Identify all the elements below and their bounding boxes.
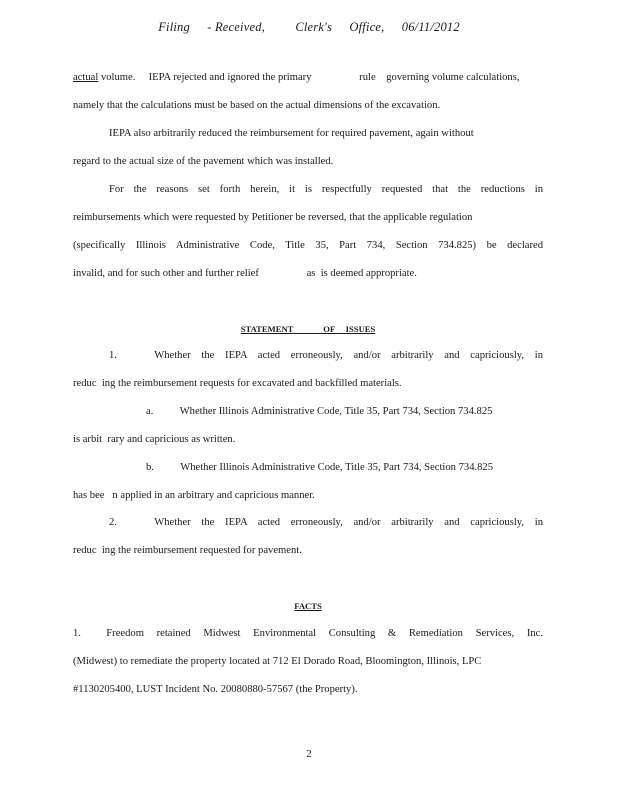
header-filing: Filing (158, 20, 190, 34)
statement-of-issues-heading: STATEMENT OF ISSUES (240, 324, 376, 334)
issue-b-line2: has bee n applied in an arbitrary and capricious manner. (73, 490, 315, 501)
fact1-line1: 1. Freedom retained Midwest Environmental Consulting & Remediation Services, Inc. (73, 628, 543, 639)
issue-b-line1: b. Whether Illinois Administrative Code, Title 35, Part 734, Section 734.825 (146, 462, 494, 473)
page-number: 2 (306, 748, 312, 760)
para1-line2: namely that the calculations must be based on the actual dimensions of the excavation. (73, 100, 441, 111)
issue2-line1: 2. Whether the IEPA acted erroneously, and/or arbitrarily and capriciously, in (109, 517, 543, 528)
issue2-line2: reduc ing the reimbursement requested for pavement. (73, 545, 302, 556)
issue-a-line1: a. Whether Illinois Administrative Code, Title 35, Part 734, Section 734.825 (146, 406, 493, 417)
header-office: Office, (349, 20, 385, 34)
header-clerk: Clerk's (295, 20, 333, 34)
para2-line2: regard to the actual size of the pavement which was installed. (73, 156, 334, 167)
para3-line3: (specifically Illinois Administrative Code, Title 35, Part 734, Section 734.825) be declared (73, 240, 543, 251)
issue1-line2: reduc ing the reimbursement requests for excavated and backfilled materials. (73, 378, 402, 389)
filing-header (0, 20, 618, 35)
para2-line1: IEPA also arbitrarily reduced the reimbursement for required pavement, again without (109, 128, 474, 139)
issue-a-line2: is arbit rary and capricious as written. (73, 434, 236, 445)
para3-line1: For the reasons set forth herein, it is respectfully requested that the reductions in (109, 184, 543, 195)
issue1-line1: 1. Whether the IEPA acted erroneously, and/or arbitrarily and capriciously, in (109, 350, 543, 361)
para3-line2: reimbursements which were requested by Petitioner be reversed, that the applicable regulation (73, 212, 473, 223)
facts-heading: FACTS (294, 601, 322, 611)
fact1-line3: #1130205400, LUST Incident No. 20080880-57567 (the Property). (73, 684, 358, 695)
para1-line1: actual volume. IEPA rejected and ignored the primary rule governing volume calculations, (73, 72, 520, 83)
fact1-line2: (Midwest) to remediate the property located at 712 El Dorado Road, Bloomington, Illinois, LPC (73, 656, 482, 667)
para3-line4: invalid, and for such other and further relief as is deemed appropriate. (73, 268, 417, 279)
underlined-word: actual (73, 72, 99, 83)
header-date: 06/11/2012 (401, 20, 460, 34)
header-received: - Received, (207, 20, 265, 34)
